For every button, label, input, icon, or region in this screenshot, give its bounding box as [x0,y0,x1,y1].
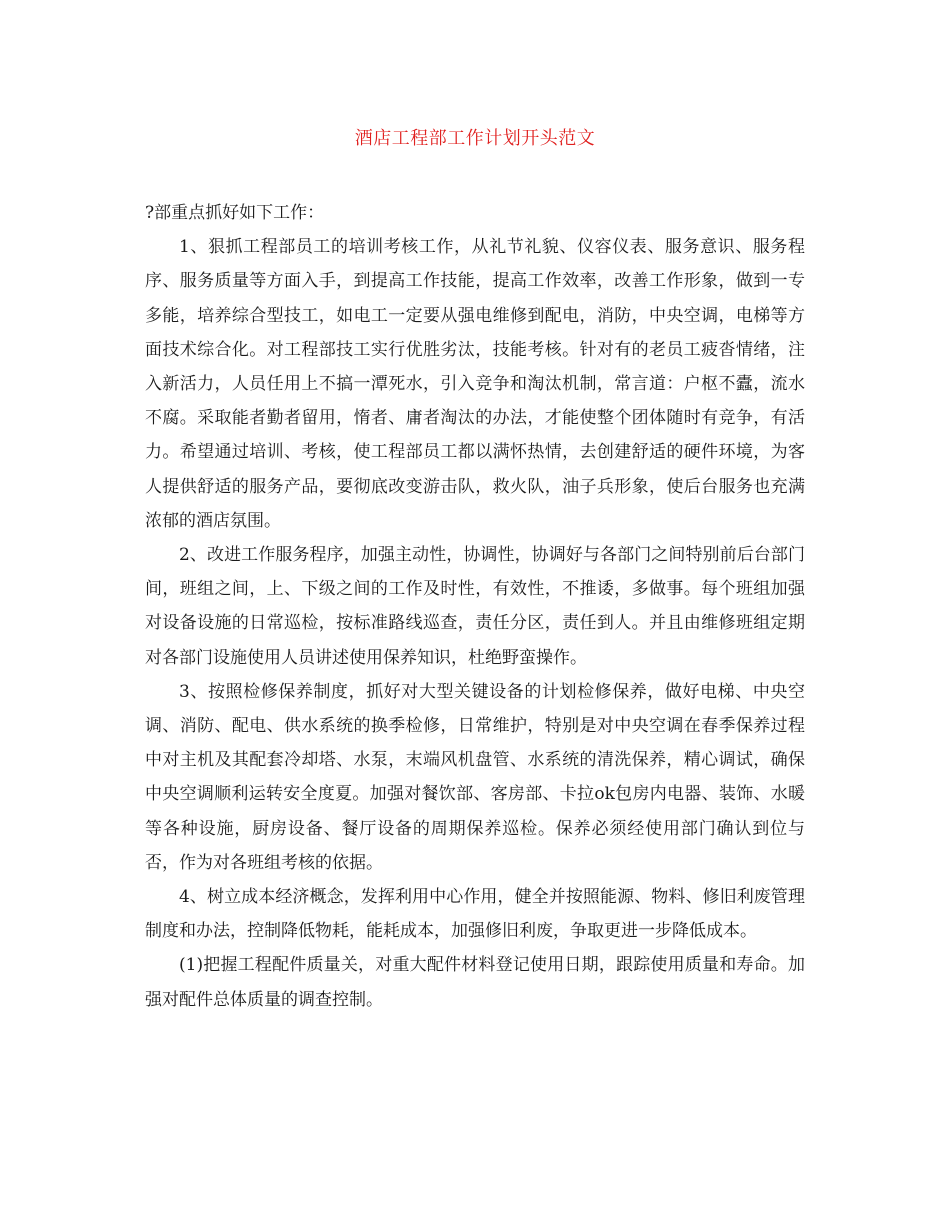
paragraph-4: 4、树立成本经济概念，发挥利用中心作用，健全并按照能源、物料、修旧利废管理制度和办法，控制降低物耗，能耗成本，加强修旧利废，争取更进一步降低成本。 [145,887,805,942]
paragraph-2: 2、改进工作服务程序，加强主动性，协调性，协调好与各部门之间特别前后台部门间，班组之间，上、下级之间的工作及时性，有效性，不推诿，多做事。每个班组加强对设备设施的日常巡检，按标准路线巡查，责任分区，责任到人。并且由维修班组定期对各部门设施使用人员讲述使用保养知识，杜绝野蛮操作。 [145,545,805,668]
paragraph-5: (1)把握工程配件质量关，对重大配件材料登记使用日期，跟踪使用质量和寿命。加强对配件总体质量的调查控制。 [145,955,805,1010]
document-body [145,196,805,1017]
paragraph-3: 3、按照检修保养制度，抓好对大型关键设备的计划检修保养，做好电梯、中央空调、消防、配电、供水系统的换季检修，日常维护，特别是对中央空调在春季保养过程中对主机及其配套冷却塔、水泵，末端风机盘管、水系统的清洗保养，精心调试，确保中央空调顺利运转安全度夏。加强对餐饮部、客房部、卡拉ok包房内电器、装饰、水暖等各种设施，厨房设备、餐厅设备的周期保养巡检。保养必须经使用部门确认到位与否，作为对各班组考核的依据。 [145,681,805,873]
paragraph-1: 1、狠抓工程部员工的培训考核工作，从礼节礼貌、仪容仪表、服务意识、服务程序、服务质量等方面入手，到提高工作技能，提高工作效率，改善工作形象，做到一专多能，培养综合型技工，如电工一定要从强电维修到配电，消防，中央空调，电梯等方面技术综合化。对工程部技工实行优胜劣汰，技能考核。针对有的老员工疲沓情绪，注入新活力，人员任用上不搞一潭死水，引入竞争和淘汰机制，常言道：户枢不蠹，流水不腐。采取能者勤者留用，惰者、庸者淘汰的办法，才能使整个团体随时有竞争，有活力。希望通过培训、考核，使工程部员工都以满怀热情，去创建舒适的硬件环境，为客人提供舒适的服务产品，要彻底改变游击队，救火队，油子兵形象，使后台服务也充满浓郁的酒店氛围。 [145,237,805,531]
document-title: 酒店工程部工作计划开头范文 [354,128,596,149]
intro-line: ?部重点抓好如下工作： [145,203,325,223]
